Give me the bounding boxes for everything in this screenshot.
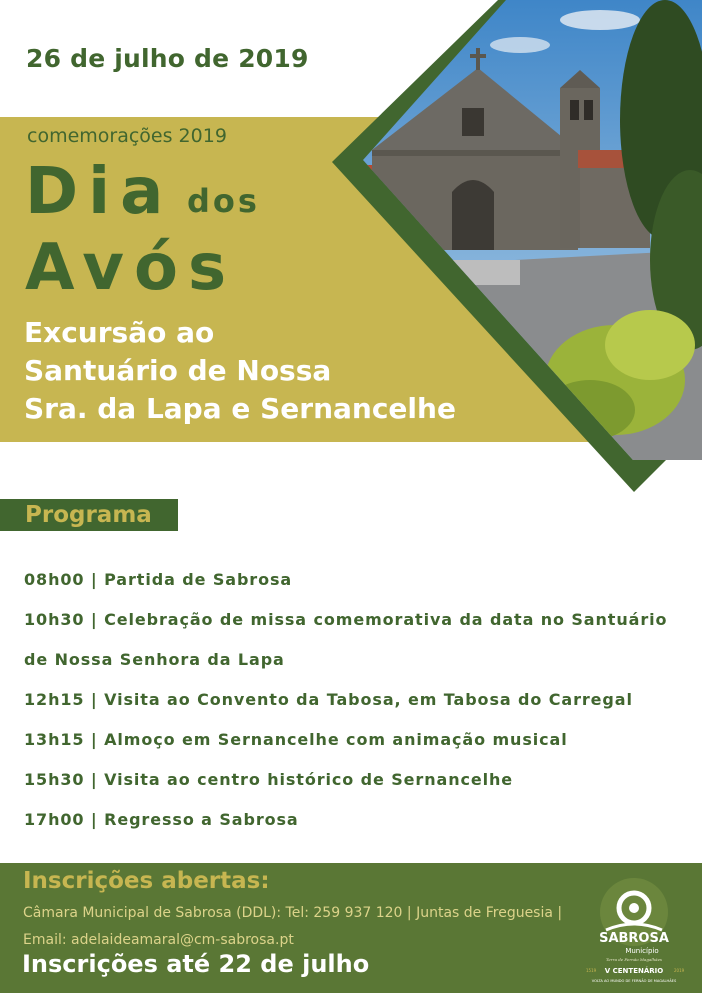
registration-heading: Inscrições abertas: — [23, 868, 270, 894]
sabrosa-logo — [576, 878, 696, 993]
registration-deadline: Inscrições até 22 de julho — [22, 950, 370, 978]
schedule-item: 10h30 | Celebração de missa comemorativa da data no Santuário — [24, 610, 668, 629]
registration-email[interactable]: Email: adelaideamaral@cm-sabrosa.pt — [23, 932, 294, 948]
schedule-item: 08h00 | Partida de Sabrosa — [24, 570, 293, 589]
registration-contact: Câmara Municipal de Sabrosa (DDL): Tel: 259 937 120 | Juntas de Freguesia | — [23, 905, 563, 921]
excursion-line-1: Excursão ao — [24, 316, 215, 349]
centenary-sub: VOLTA AO MUNDO DE FERNÃO DE MAGALHÃES — [591, 979, 677, 983]
excursion-line-3: Sra. da Lapa e Sernancelhe — [24, 392, 456, 425]
centenary-title: V CENTENÁRIO — [604, 967, 664, 975]
program-heading: Programa — [0, 499, 178, 531]
centenary-end: 2019 — [674, 968, 685, 973]
centenary-start: 1519 — [586, 968, 597, 973]
sabrosa-emblem-icon — [576, 878, 696, 993]
program-schedule — [24, 566, 684, 846]
title-dos: dos — [187, 182, 260, 220]
logo-name: SABROSA — [599, 931, 669, 946]
event-date: 26 de julho de 2019 — [26, 44, 309, 73]
commemoration-subtitle: comemorações 2019 — [27, 125, 227, 147]
schedule-item: 17h00 | Regresso a Sabrosa — [24, 810, 299, 829]
title-dia: Dia — [25, 155, 174, 229]
schedule-item: 12h15 | Visita ao Convento da Tabosa, em Tabosa do Carregal — [24, 690, 633, 709]
schedule-item: 13h15 | Almoço em Sernancelhe com animação musical — [24, 730, 568, 749]
logo-tagline: Terra de Fernão Magalhães — [606, 957, 662, 962]
schedule-item: de Nossa Senhora da Lapa — [24, 650, 285, 669]
title-avos: Avós — [25, 231, 237, 305]
logo-sub: Município — [625, 947, 659, 955]
schedule-item: 15h30 | Visita ao centro histórico de Sernancelhe — [24, 770, 514, 789]
excursion-line-2: Santuário de Nossa — [24, 354, 332, 387]
